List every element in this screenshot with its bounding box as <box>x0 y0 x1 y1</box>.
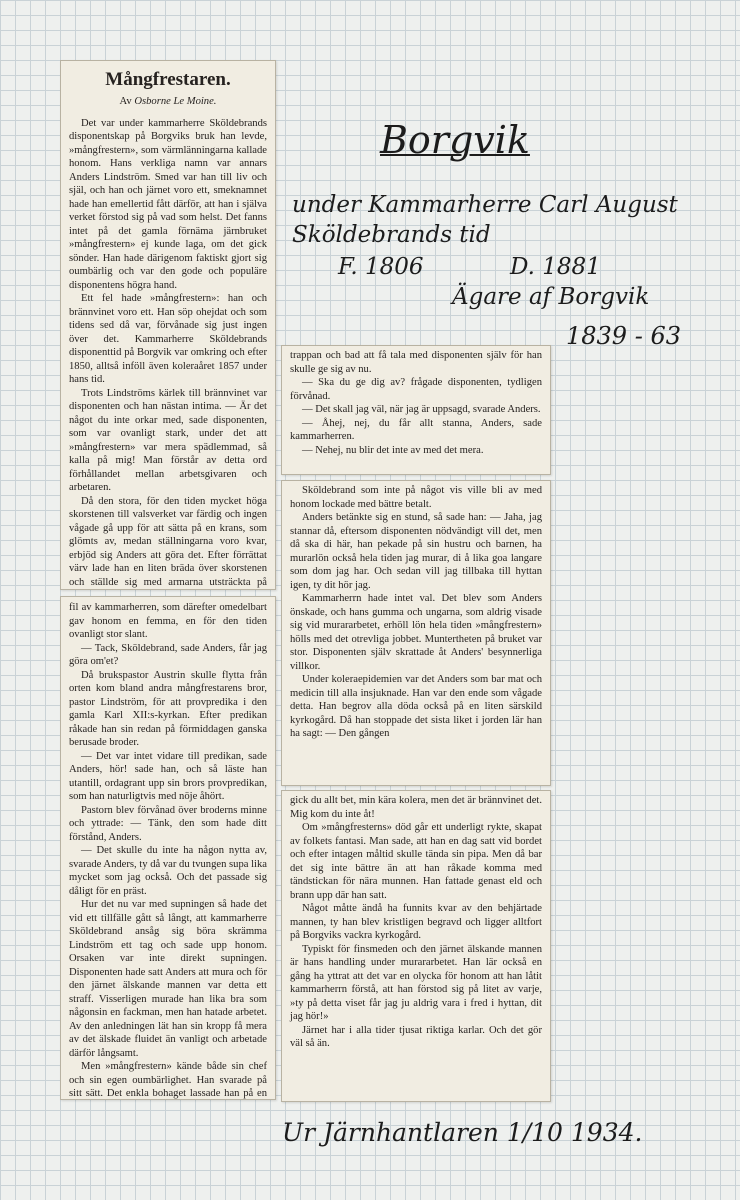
article-title: Mångfrestaren. <box>105 69 231 90</box>
paragraph: Sköldebrand som inte på något vis ville bli av med honom lockade med bättre betalt. <box>290 485 542 510</box>
handwritten-line-2: Sköldebrands tid <box>292 222 491 248</box>
handwritten-source-note: Ur Järnhantlaren 1/10 1934. <box>282 1118 643 1147</box>
paragraph: Typiskt för finsmeden och den järnet älskande mannen är hans handling under murararbetet. Han lär också en gång ha yttrat att det var en olycka för honom att han låtit kammarherrn förstå, att han förstod sig på litet av varje, »ty på detta viset får jag ju aldrig vara i fred i hyttan, dit jag hör!» <box>290 943 542 1022</box>
paragraph: — Ska du ge dig av? frågade disponenten, tydligen förvånad. <box>290 377 542 402</box>
paragraph: Kammarherrn hade intet val. Det blev som Anders önskade, och hans gumma och ungarna, som aldrig visade sig vid murararbetet, erhöll lön hela tiden »mångfrestern» hölls med det otrevliga jobbet. Muntertheten på bruket var stor. Disponenten själv skrattade åt Anders' besynnerliga villkor. <box>290 593 542 672</box>
paragraph: — Det skulle du inte ha någon nytta av, svarade Anders, ty då var du tvungen supa lika mycket som jag också. Och det passade sig dåligt för en präst. <box>69 845 267 897</box>
paragraph: Då brukspastor Austrin skulle flytta från orten kom bland andra mångfrestarens bror, pastor Lindström, för att provpredika i den gamla Karl XII:s-kyrkan. Efter predikan råkade han sin redan på förmiddagen ganska berusade broder. <box>69 669 267 748</box>
handwritten-born: F. 1806 <box>338 254 424 280</box>
article-clipping-col2 <box>60 596 276 1100</box>
handwritten-line-1: under Kammarherre Carl August <box>292 192 678 218</box>
article-clipping-col4 <box>281 480 551 786</box>
paragraph: gick du allt bet, min kära kolera, men det är brännvinet det. Mig kom du inte åt! <box>290 795 542 820</box>
paragraph: Under koleraepidemien var det Anders som bar mat och medicin till alla insjuknade. Han var den ende som vågade detta. Han begrov alla döda också på en liten särskild kyrkogård. Då han stoppade det sista liket i jorden lär han ha sagt: — Den gången <box>290 674 542 739</box>
paragraph: — Det var intet vidare till predikan, sade Anders, hör! sade han, och så läste han utantill, ordagrant upp sin brors provpredikan, som han naturligtvis med nöje åhört. <box>69 750 267 802</box>
paragraph: Något måtte ändå ha funnits kvar av den behjärtade mannen, ty han blev kristligen begravd och ligger alltfort på Borgviks vackra kyrkogård. <box>290 903 542 941</box>
paragraph: Pastorn blev förvånad över broderns minne och yttrade: — Tänk, den som hade ditt förstånd, Anders. <box>69 804 267 843</box>
paragraph: fil av kammarherren, som därefter omedelbart gav honom en femma, en för den tiden ovanligt stor slant. <box>69 602 267 640</box>
paragraph: Anders betänkte sig en stund, så sade han: — Jaha, jag stannar då, eftersom disponenten nödvändigt vill det, men då ska di här, han pekade på sin hustru och barnen, ha murarlön också hela tiden jag murar, di å lika goa langare som dom jag har. Och sedan vill jag tillbaka till hyttan igen, ty dit hör jag. <box>290 512 542 591</box>
handwritten-owner: Ägare af Borgvik <box>452 284 650 310</box>
paragraph: trappan och bad att få tala med disponenten själv för han skulle ge sig av nu. <box>290 350 542 375</box>
paragraph: Ett fel hade »mångfrestern»: han och brännvinet voro ett. Han söp ohejdat och som tidens sed då var, förvånade sig just ingen över det. Kammarherre Sköldebrands disponenttid på Borgvik var omkring och efter 1850, alltså inföll även koleraåret 1857 under hans tid. <box>69 293 267 385</box>
paragraph: Det var under kammarherre Sköldebrands disponentskap på Borgviks bruk han levde, »mångfrestern», som värmlänningarna kallade honom. Hans verkliga namn var annars Anders Lindström. Smed var han till liv och själ, och han och järnet voro ett, smeknamnet hade han emellertid fått därför, att han i själva verket förstod sig på vad som helst. Det fanns intet på det gamla förnäma järnbruket »mångfrestern» ej kunde laga, om det gick sönder. Han hade därigenom faktiskt gjort sig oumbärlig och var den gode och populäre disponentens högra hand. <box>69 117 267 291</box>
paragraph: — Tack, Sköldebrand, sade Anders, får jag göra om'et? <box>69 642 267 667</box>
handwritten-died: D. 1881 <box>510 254 601 280</box>
article-clipping-col5 <box>281 790 551 1102</box>
paragraph: Men »mångfrestern» kände både sin chef och sin egen oumbärlighet. Han svarade på sitt sätt. Det enkla bohaget lassade han på en <box>69 1061 267 1099</box>
paragraph: Trots Lindströms kärlek till brännvinet var disponenten och han nästan intima. — Är det något du inte orkar med, sade disponenten, som var ovanligt stark, under det att »mångfrestern» var mera spädlemmad, så kalla på mig! Man förstår av detta ord förhållandet mellan arbetsgivaren och arbetaren. <box>69 387 267 493</box>
handwritten-years: 1839 - 63 <box>566 322 681 350</box>
paragraph: Järnet har i alla tider tjusat riktiga karlar. Och det gör väl så än. <box>290 1024 542 1049</box>
article-clipping-col3 <box>281 345 551 475</box>
handwritten-heading: Borgvik <box>380 118 530 162</box>
paragraph: Om »mångfresterns» död går ett underligt rykte, skapat av folkets fantasi. Man sade, att han en dag satt vid bordet och efter intagen måltid skulle tända sin pipa. Men då bar det sig inte bättre än att han råkade komma med tändstickan för nära munnen. Han fattade genast eld och brann upp där han satt. <box>290 822 542 901</box>
paragraph: Hur det nu var med supningen så hade det vid ett tillfälle gått så långt, att kammarherre Sköldebrand ansåg sig böra skrämma Lindström ett tag och sade upp honom. Orsaken var inte direkt supningen. Disponenten hade satt Anders att mura och för den järnet älskande mannen var detta ett straff. Visserligen murade han lika bra som någonsin en fackman, men han hatade arbetet. Av den anledningen lät han sin kropp få mera av det älskade fluidet än vanligt och arbetade därför långsamt. <box>69 899 267 1059</box>
author-name: Osborne Le Moine. <box>134 96 217 107</box>
article-byline <box>69 95 267 109</box>
byline-prefix: Av <box>119 96 132 107</box>
paragraph: Då den stora, för den tiden mycket höga skorstenen till valsverket var färdig och ingen vågade gå upp för att sätta på en krans, som glömts av, medan ställningarna voro kvar, erbjöd sig Anders att göra det. Efter förrättat värv lade han en liten bräda över skorstenen och ställde sig med armarna utsträckta på <box>69 495 267 588</box>
paragraph: — Åhej, nej, du får allt stanna, Anders, sade kammarherren. <box>290 417 542 442</box>
article-clipping-col1 <box>60 60 276 590</box>
paragraph: — Nehej, nu blir det inte av med det mera. <box>302 444 484 456</box>
paragraph: — Det skall jag väl, när jag är uppsagd, svarade Anders. <box>302 404 541 415</box>
